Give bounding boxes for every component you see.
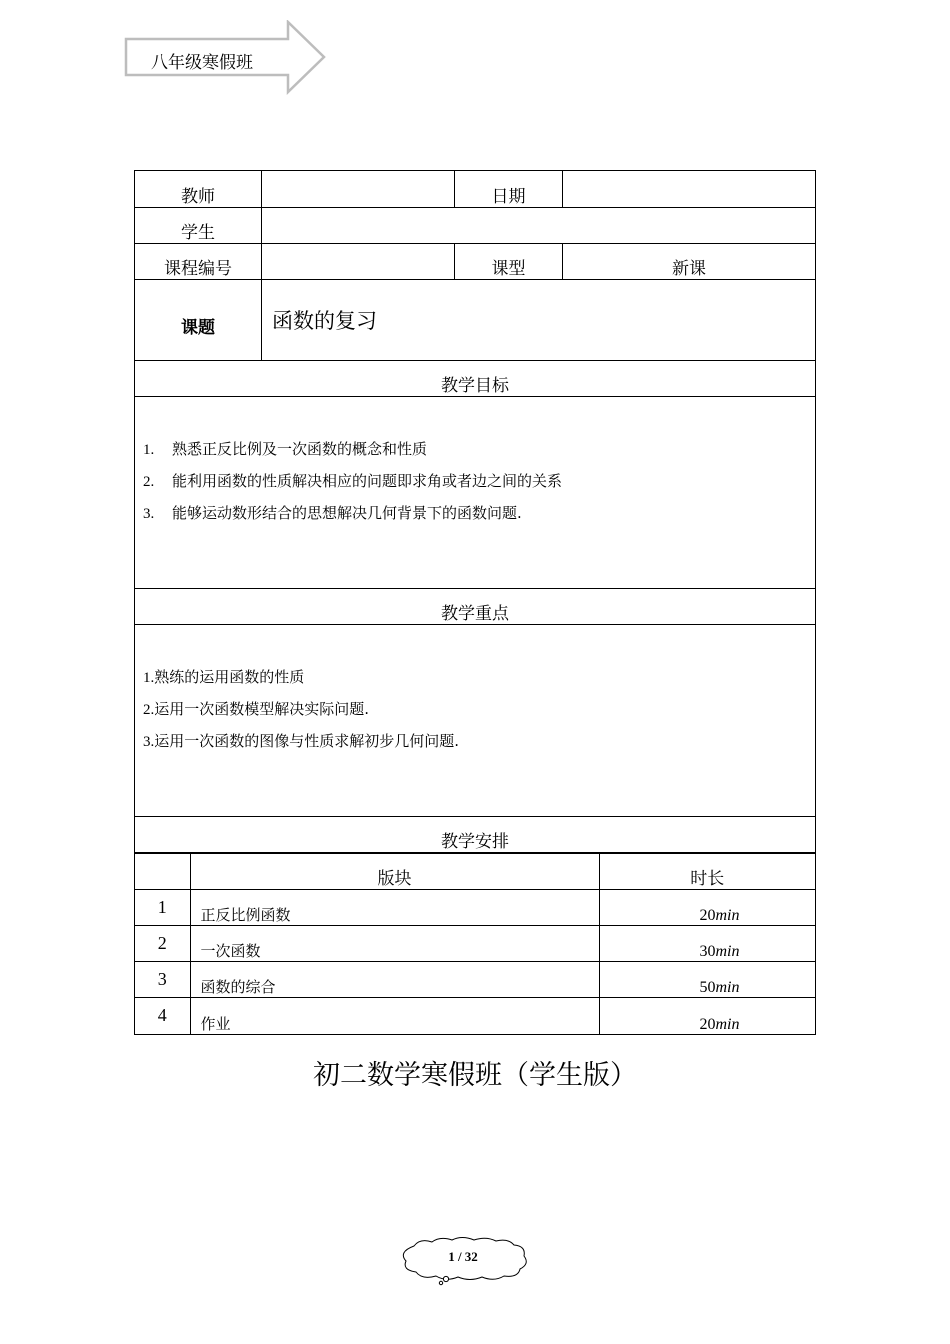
list-item-number: 3. xyxy=(143,734,155,750)
duration-unit: min xyxy=(715,1015,740,1033)
list-item xyxy=(143,469,807,501)
date-label: 日期 xyxy=(455,171,563,208)
list-item-number: 2. xyxy=(143,474,155,490)
row-index: 1 xyxy=(135,890,190,926)
duration-unit: min xyxy=(715,907,740,924)
row-block: 一次函数 xyxy=(190,926,599,962)
schedule-corner xyxy=(135,854,190,890)
list-item-number: 3. xyxy=(143,506,155,522)
row-index: 4 xyxy=(135,998,190,1034)
topic-value: 函数的复习 xyxy=(262,280,816,361)
course-number-label: 课程编号 xyxy=(135,244,262,280)
topic-label: 课题 xyxy=(135,280,262,361)
list-item-text: 熟悉正反比例及一次函数的概念和性质 xyxy=(172,440,428,458)
row-block: 函数的综合 xyxy=(190,962,599,998)
course-type-label: 课型 xyxy=(455,244,563,280)
duration-unit: min xyxy=(715,979,740,996)
list-item xyxy=(143,437,807,469)
list-item xyxy=(143,665,807,697)
student-value xyxy=(262,208,816,244)
list-item xyxy=(143,697,807,729)
list-item-text: 能够运动数形结合的思想解决几何背景下的函数问题. xyxy=(172,504,522,522)
list-item xyxy=(143,729,807,761)
row-duration xyxy=(599,998,815,1034)
table-row xyxy=(135,962,815,998)
duration-minutes: 20 xyxy=(699,1015,716,1033)
list-item-text: 运用一次函数的图像与性质求解初步几何问题. xyxy=(154,732,460,750)
list-item-number: 1. xyxy=(143,670,155,686)
keypoints-heading: 教学重点 xyxy=(135,589,816,625)
course-number-value xyxy=(262,244,455,280)
table-row xyxy=(135,998,815,1034)
row-duration xyxy=(599,926,815,962)
lesson-info-table xyxy=(134,170,816,1035)
column-header-duration: 时长 xyxy=(599,854,815,890)
list-item-text: 熟练的运用函数的性质 xyxy=(154,668,305,686)
row-block: 正反比例函数 xyxy=(190,890,599,926)
header-arrow-tag xyxy=(124,20,326,96)
goals-heading: 教学目标 xyxy=(135,361,816,397)
document-title: 初二数学寒假班（学生版） xyxy=(313,1060,637,1091)
list-item-number: 2. xyxy=(143,702,155,718)
duration-unit: min xyxy=(715,943,740,960)
row-block: 作业 xyxy=(190,998,599,1034)
teacher-value xyxy=(262,171,455,208)
date-value xyxy=(563,171,816,208)
row-duration xyxy=(599,890,815,926)
row-duration xyxy=(599,962,815,998)
keypoints-list xyxy=(135,625,816,817)
table-row xyxy=(135,890,815,926)
schedule-heading: 教学安排 xyxy=(135,817,816,853)
list-item xyxy=(143,501,807,533)
list-item-text: 运用一次函数模型解决实际问题. xyxy=(154,700,370,718)
course-type-value: 新课 xyxy=(563,244,816,280)
schedule-table xyxy=(135,853,815,1034)
duration-minutes: 30 xyxy=(699,943,716,960)
duration-minutes: 20 xyxy=(699,907,716,924)
row-index: 2 xyxy=(135,926,190,962)
teacher-label: 教师 xyxy=(135,171,262,208)
goals-list xyxy=(135,397,816,589)
list-item-text: 能利用函数的性质解决相应的问题即求角或者边之间的关系 xyxy=(172,472,563,490)
list-item-number: 1. xyxy=(143,442,155,458)
page-number-cloud xyxy=(400,1236,530,1286)
header-tag-label: 八年级寒假班 xyxy=(151,53,253,73)
duration-minutes: 50 xyxy=(699,979,716,996)
schedule-cell xyxy=(135,853,816,1035)
row-index: 3 xyxy=(135,962,190,998)
table-row xyxy=(135,926,815,962)
student-label: 学生 xyxy=(135,208,262,244)
column-header-block: 版块 xyxy=(190,854,599,890)
page-number: 1 / 32 xyxy=(448,1249,478,1264)
